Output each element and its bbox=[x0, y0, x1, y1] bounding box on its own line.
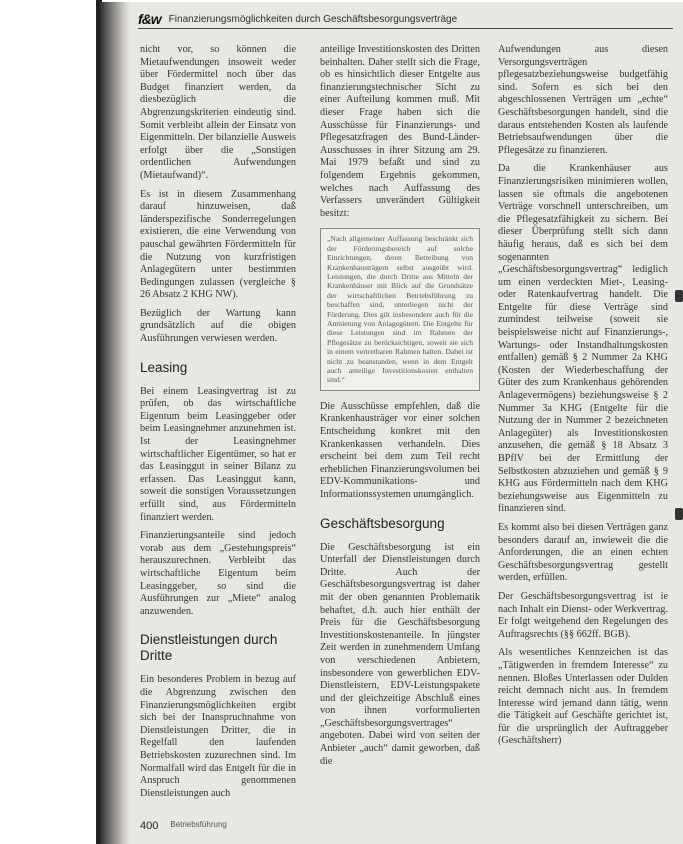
paragraph: anteilige Investitionskosten des Dritten beinhalten. Daher stellt sich die Frage, ob es hinsichtlich dieser Entgelte aus finanzierungstechnischer Sicht zu einer Aufteilung kommen muß. Mit dieser Frage haben sich die Ausschüsse für Finanzierungs- und Pflegesatzfragen des Bund-Länder-Ausschusses in ihrer Sitzung am 29. Mai 1979 befaßt und sind zu folgendem Ergebnis gekommen, welches nach Auffassung des Verfassers unverändert Gültigkeit besitzt: bbox=[320, 44, 480, 219]
paragraph: Als wesentliches Kennzeichen ist das „Tätigwerden in fremdem Interesse“ zu nennen. Bloßes Unterlassen oder Dulden reicht demnach nicht aus. In fremdem Interesse wird jemand dann tätig, wenn die Tätigkeit auf Geschäfte gerichtet ist, für die ursprünglich der Auftraggeber (Geschäftsherr) bbox=[498, 647, 668, 747]
paragraph: Aufwendungen aus diesen Versorgungsverträgen pflegesatzbeziehungsweise budgetfähig sind. Sofern es sich bei den abgeschlossenen Verträgen um „echte“ Geschäftsbesorgungen handelt, sind die daraus entstehenden Kosten als laufende Betriebsaufwendungen über die Pflegesätze zu finanzieren. bbox=[498, 44, 668, 156]
page-number: 400 bbox=[140, 820, 159, 832]
running-title: Finanzierungsmöglichkeiten durch Geschäftsbesorgungsverträge bbox=[168, 13, 458, 25]
paragraph: Da die Krankenhäuser aus Finanzierungsrisiken minimieren wollen, lassen sie oftmals die angebotenen Verträge vorschnell unterschreiben, um die Pflegesatzfähigkeit zu sichern. Bei dieser Überprüfung stellt sich dann häufig heraus, daß es sich bei dem sogenannten „Geschäftsbesorgungsvertrag“ lediglich um einen verdeckten Miet-, Leasing- oder Ratenkaufvertrag handelt. Die Entgelte für diese Verträge sind zumindest teilweise (soweit sie beispielsweise nicht auf Finanzierungs-, Wartungs- oder Instandhaltungskosten entfallen) gemäß § 2 Nummer 2a KHG (Kosten der Wiederbeschaffung der Güter des zum Krankenhaus gehörenden Anlagevermögens) beziehungsweise § 2 Nummer 3a KHG (Entgelte für die Nutzung der in Nummer 2 bezeichneten Anlagegüter) als Investitionskosten anzusehen, die gemäß § 18 Absatz 3 BPflV bei der Ermittlung der Selbstkosten abzuziehen und gemäß § 9 KHG aus Fördermitteln nach dem KHG beziehungsweise aus Eigenmitteln zu finanzieren sind. bbox=[498, 163, 668, 515]
column-1 bbox=[140, 44, 296, 806]
paragraph: nicht vor, so können die Mietaufwendungen insoweit weder über Fördermittel noch über das Budget finanziert werden, da diesbezüglich die Abgrenzungskriterien eindeutig sind. Somit verbleibt allein der Einsatz von Eigenmitteln. Der bilanzielle Ausweis erfolgt über die „Sonstigen ordentlichen Aufwendungen (Mietaufwand)“. bbox=[140, 44, 296, 181]
paragraph: Es ist in diesem Zusammenhang darauf hinzuweisen, daß länderspezifische Sonderregelungen existieren, die eine Verwendung von pauschal gewährten Fördermitteln für die Nutzung von kurzfristigen Anlagegütern unter bestimmten Bedingungen zulassen (vergleiche § 26 Absatz 2 KHG NW). bbox=[140, 188, 296, 301]
paragraph: Bezüglich der Wartung kann grundsätzlich auf die obigen Ausführungen verwiesen werden. bbox=[140, 307, 296, 345]
heading-leasing: Leasing bbox=[140, 359, 188, 375]
heading-geschaeftsbesorgung: Geschäftsbesorgung bbox=[320, 515, 445, 531]
book-gutter bbox=[100, 2, 130, 844]
paragraph: Die Ausschüsse empfehlen, daß die Krankenhausträger vor einer solchen Entscheidung konkret mit den Krankenkassen verhandeln. Dies erscheint bei dem zum Teil recht erheblichen Finanzierungsvolumen bei EDV-Kommunikations- und Informationssystemen unumgänglich. bbox=[320, 400, 480, 500]
quote-box: „Nach allgemeiner Auffassung beschränkt sich der Förderungsbereich auf solche Einrichtungen, deren Betreibung von Krankenhausträgern selbst ausgeübt wird. Leistungen, die durch Dritte aus Mitteln der Krankenhäuser mit Blick auf die Grundsätze der wirtschaftlichen Betriebsführung zu beschaffen sind, unterliegen nicht der Förderung. Dies gilt insbesondere auch für die Anmietung von Anlagegütern. Die Entgelte für diese Leistungen sind im Rahmen der Pflegesätze zu berücksichtigen, soweit sie sich in einem vertretbaren Rahmen halten. Dabei ist nicht zu beanstanden, wenn in dem Entgelt auch anteilige Investitionskosten enthalten sind.“ bbox=[320, 228, 480, 391]
paragraph: Die Geschäftsbesorgung ist ein Unterfall der Dienstleistungen durch Dritte. Auch der Geschäftsbesorgungsvertrag ist daher mit der oben genannten Problematik behaftet, d.h. auch hier enthält der Preis für die Geschäftsbesorgung Investitionskostenanteile. In jüngster Zeit werden in zunehmendem Umfang von verschiedenen Anbietern, insbesondere von gewerblichen EDV-Dienstleistern, EDV-Leistungspakete und der gleichzeitige Abschluß eines von ihnen vorformulierten „Geschäftsbesorgungsvertrages“ angeboten. Dabei wird von seiten der Anbieter „auch“ damit geworben, daß die bbox=[320, 541, 480, 767]
page-tab-marker bbox=[675, 508, 683, 520]
paragraph: Der Geschäftsbesorgungsvertrag ist ie nach Inhalt ein Dienst- oder Werkvertrag. Er folgt weitgehend den Regelungen des Auftragsrechts (§§ 662ff. BGB). bbox=[498, 590, 668, 640]
paragraph: Finanzierungsanteile sind jedoch vorab aus dem „Gestehungspreis“ herauszurechnen. Verbleibt das wirtschaftliche Eigentum beim Leasinggeber, so sind die Ausführungen zur „Miete“ analog anzuwenden. bbox=[140, 530, 296, 617]
paragraph: Bei einem Leasingvertrag ist zu prüfen, ob das wirtschaftliche Eigentum beim Leasinggeber oder beim Leasingnehmer anzunehmen ist. Ist der Leasingnehmer wirtschaftlicher Eigentümer, so hat er das Leasinggut in seiner Bilanz zu erfassen. Das Leasinggut kann, soweit die sonstigen Voraussetzungen erfüllt sind, aus Fördermitteln finanziert werden. bbox=[140, 385, 296, 523]
page-tab-marker bbox=[675, 290, 683, 302]
column-2 bbox=[320, 44, 480, 774]
page-footer bbox=[140, 820, 227, 832]
heading-dienstleistungen: Dienstleistungen durch Dritte bbox=[140, 632, 278, 664]
publisher-logo: f&w bbox=[138, 11, 161, 27]
running-header bbox=[138, 10, 673, 29]
column-3 bbox=[498, 44, 668, 754]
section-label: Betriebsführung bbox=[170, 820, 227, 829]
paragraph: Es kommt also bei diesen Verträgen ganz besonders darauf an, inwieweit die die Anforderungen, die an einen echten Geschäftsbesorgungsvertrag gestellt werden, erfüllen. bbox=[498, 521, 668, 584]
paragraph: Ein besonderes Problem in bezug auf die Abgrenzung zwischen den Finanzierungsmöglichkeiten ergibt sich bei der Inanspruchnahme von Dienstleistungen Dritter, die in Regelfall den laufenden Betriebskosten zuzurechnen sind. Im Normalfall wird das Entgelt für die in Anspruch genommenen Dienstleistungen auch bbox=[140, 674, 296, 799]
